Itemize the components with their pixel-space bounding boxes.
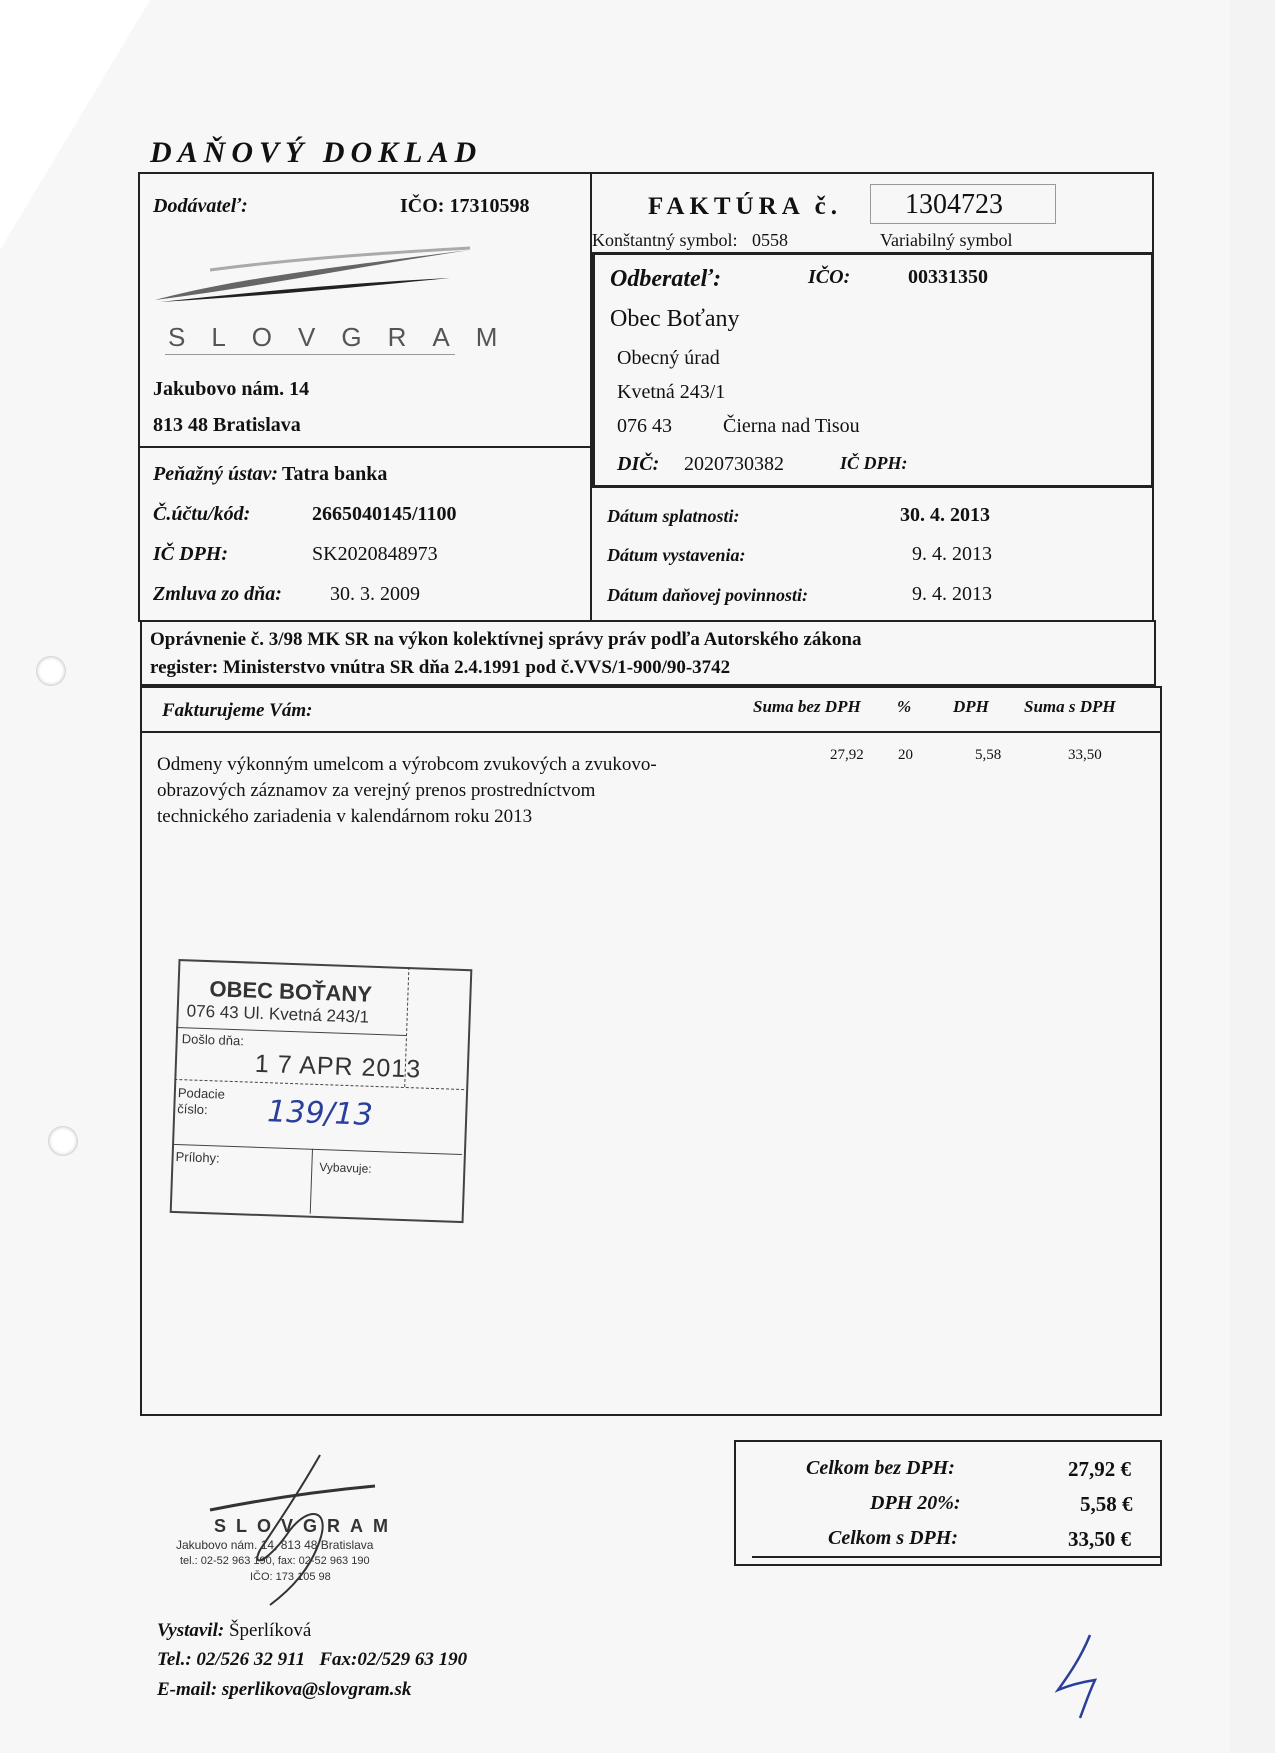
customer-line2: Kvetná 243/1 <box>617 381 726 403</box>
stamp-received-date: 1 7 APR 2013 <box>254 1049 422 1084</box>
document-title: DAŇOVÝ DOKLAD <box>150 136 483 169</box>
supplier-ico-value: 17310598 <box>449 195 530 217</box>
slovgram-logo-text: SLOVGRAM <box>168 322 524 352</box>
folded-corner <box>0 0 150 250</box>
footer-stamp-line3: IČO: 173 105 98 <box>250 1571 331 1583</box>
stamp-title: OBEC BOŤANY <box>209 976 373 1007</box>
account-value: 2665040145/1100 <box>312 503 457 525</box>
item-description-line1: Odmeny výkonným umelcom a výrobcom zvukových a zvukovo- <box>157 754 657 775</box>
item-net: 27,92 <box>830 747 864 763</box>
stamp-number-label1: Podacie <box>177 1085 226 1102</box>
issuer-row <box>157 1620 311 1642</box>
total-net-value: 27,92 € <box>1068 1457 1131 1481</box>
footer-stamp-line1: Jakubovo nám. 14, 813 48 Bratislava <box>176 1538 374 1552</box>
due-date-label: Dátum splatnosti: <box>607 506 740 526</box>
stamp-attachments-label: Prílohy: <box>175 1149 220 1166</box>
customer-name: Obec Boťany <box>610 306 740 332</box>
totals-underline <box>752 1556 1162 1558</box>
bank-row <box>153 463 387 486</box>
tax-date-label: Dátum daňovej povinnosti: <box>607 585 809 605</box>
bank-label: Peňažný ústav: <box>153 463 278 485</box>
customer-city: Čierna nad Tisou <box>723 415 860 437</box>
col-gross-header: Suma s DPH <box>1024 697 1116 716</box>
footer-stamp-line2: tel.: 02-52 963 190, fax: 02-52 963 190 <box>180 1555 370 1567</box>
constant-symbol <box>592 230 788 251</box>
total-gross-value: 33,50 € <box>1068 1527 1131 1551</box>
supplier-ico <box>400 195 529 218</box>
total-gross-label: Celkom s DPH: <box>828 1527 958 1549</box>
stamp-number-handwritten: 139/13 <box>266 1094 374 1133</box>
authorization-line1: Oprávnenie č. 3/98 MK SR na výkon kolektívnej správy práv podľa Autorského zákona <box>150 629 862 650</box>
table-row <box>157 752 657 830</box>
total-vat-label: DPH 20%: <box>870 1492 961 1514</box>
customer-ico-label: IČO: <box>808 266 851 288</box>
stamp-handles-label: Vybavuje: <box>319 1160 372 1176</box>
supplier-divider <box>138 446 590 448</box>
supplier-icdph-value: SK2020848973 <box>312 543 438 565</box>
issuer-email: E-mail: sperlikova@slovgram.sk <box>157 1679 412 1700</box>
issuer-phone-fax: Tel.: 02/526 32 911 Fax:02/529 63 190 <box>157 1649 468 1670</box>
customer-ico-value: 00331350 <box>908 266 988 288</box>
item-gross: 33,50 <box>1068 747 1102 763</box>
contract-value: 30. 3. 2009 <box>330 583 420 605</box>
items-header-label: Fakturujeme Vám: <box>162 700 313 721</box>
supplier-label: Dodávateľ: <box>153 195 248 217</box>
punch-hole <box>48 1126 78 1156</box>
authorization-line2: register: Ministerstvo vnútra SR dňa 2.4.1991 pod č.VVS/1-900/90-3742 <box>150 657 731 678</box>
total-net-label: Celkom bez DPH: <box>806 1457 955 1479</box>
constant-symbol-value: 0558 <box>752 230 789 250</box>
item-pct: 20 <box>898 747 913 763</box>
registry-stamp <box>160 959 479 1225</box>
stamp-received-label: Došlo dňa: <box>181 1031 245 1049</box>
invoice-number: 1304723 <box>905 189 1003 220</box>
stamp-address: 076 43 Ul. Kvetná 243/1 <box>186 1001 370 1027</box>
issuer-name: Šperlíková <box>228 1620 312 1641</box>
supplier-icdph-label: IČ DPH: <box>153 543 228 565</box>
contract-label: Zmluva zo dňa: <box>153 583 282 605</box>
logo-underline <box>165 354 455 355</box>
customer-line1: Obecný úrad <box>617 347 720 369</box>
items-header-divider <box>140 731 1162 733</box>
col-pct-header: % <box>897 697 912 716</box>
punch-hole <box>36 656 66 686</box>
customer-label: Odberateľ: <box>610 266 722 292</box>
constant-symbol-label: Konštantný symbol: <box>592 230 738 250</box>
stamp-number-label2: číslo: <box>177 1101 208 1118</box>
issuer-label: Vystavil: <box>157 1620 225 1641</box>
item-description-line2: obrazových záznamov za verejný prenos prostredníctvom <box>157 780 596 801</box>
handwritten-initial <box>1050 1630 1110 1720</box>
customer-dic-label: DIČ: <box>617 453 660 475</box>
account-label: Č.účtu/kód: <box>153 503 251 525</box>
customer-zip: 076 43 <box>617 415 672 437</box>
supplier-address-line1: Jakubovo nám. 14 <box>153 378 310 400</box>
supplier-ico-label: IČO: <box>400 195 445 217</box>
invoice-label: FAKTÚRA č. <box>648 193 842 220</box>
slovgram-logo-swoosh <box>150 240 480 310</box>
due-date-value: 30. 4. 2013 <box>900 504 990 526</box>
issue-date-value: 9. 4. 2013 <box>912 543 992 565</box>
total-vat-value: 5,58 € <box>1080 1492 1133 1516</box>
tax-date-value: 9. 4. 2013 <box>912 583 992 605</box>
bank-value: Tatra banka <box>282 463 388 485</box>
item-description-line3: technického zariadenia v kalendárnom roku 2013 <box>157 806 533 827</box>
col-vat-header: DPH <box>953 697 989 716</box>
item-vat: 5,58 <box>975 747 1002 763</box>
variable-symbol-label: Variabilný symbol <box>880 230 1013 250</box>
customer-dic-value: 2020730382 <box>684 453 784 475</box>
supplier-address-line2: 813 48 Bratislava <box>153 414 301 436</box>
footer-logo-text: SLOVGRAM <box>214 1516 399 1536</box>
customer-icdph-label: IČ DPH: <box>840 453 908 473</box>
col-net-header: Suma bez DPH <box>753 697 861 716</box>
issue-date-label: Dátum vystavenia: <box>607 545 746 565</box>
